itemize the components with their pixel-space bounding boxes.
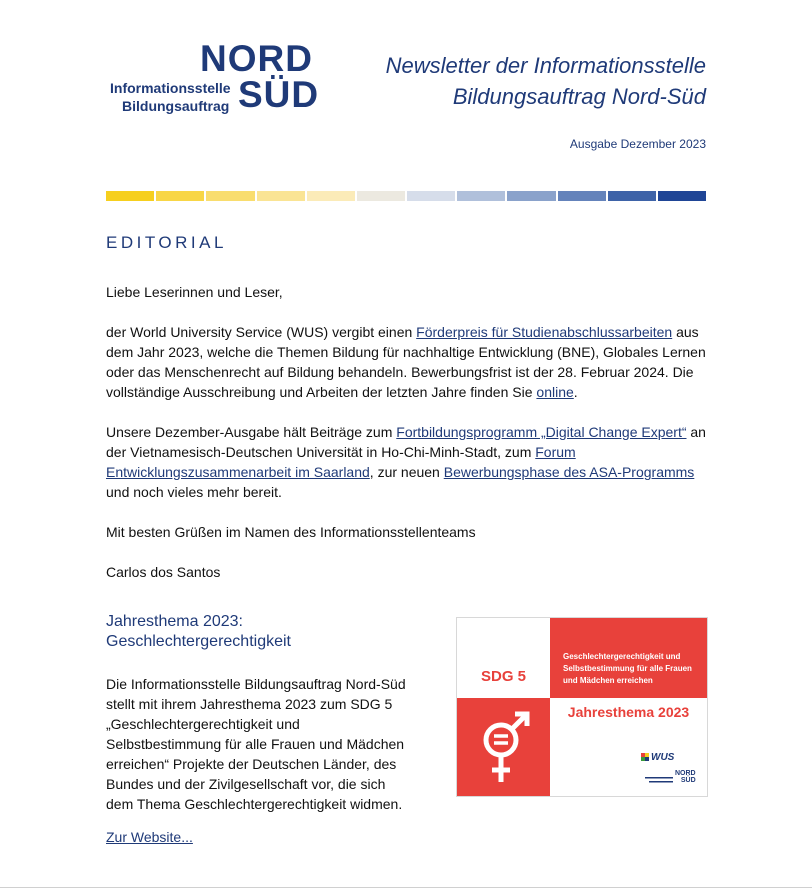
mini-logo-text-lines-icon: [645, 776, 675, 784]
p2-text-d: und noch vieles mehr bereit.: [106, 484, 282, 500]
color-bar-segment: [307, 191, 355, 201]
color-bar-segment: [457, 191, 505, 201]
gender-equality-icon: [475, 710, 535, 790]
p2-text-b: an der Vietnamesisch-Deutschen Universität in Ho-Chi-Minh-Stadt, zum: [106, 424, 706, 460]
theme-text: Die Informationsstelle Bildungsauftrag Nord-Süd stellt mit ihrem Jahresthema 2023 zum SDG 5 „Geschlechtergerechtigkeit und Selbstbestimmung für alle Frauen und Mädchen erreichen“ Projekte der Deutschen Länder, des Bundes und der Zivilgesellschaft vor, die sich dem Thema Geschlechtergerechtigkeit widmen.: [106, 676, 406, 812]
foerderpreis-link[interactable]: Förderpreis für Studienabschlussarbeiten: [416, 324, 673, 340]
logo-sud: SÜD: [238, 74, 320, 115]
p1-text-b: aus dem Jahr 2023, welche die Themen Bildung für nachhaltige Entwicklung (BNE), Globales Lernen oder das Menschenrecht auf Bildung behandeln. Bewerbungsfrist ist der 28. Februar 2024. Die vollständige Ausschreibung und Arbeiten der letzten Jahre finden Sie: [106, 324, 706, 400]
closing: Mit besten Grüßen im Namen des Informationsstellenteams: [106, 524, 476, 540]
mini-logo-bottom: SÜD: [680, 777, 696, 784]
logo: [108, 40, 328, 116]
mini-nordsud-logo: [675, 770, 696, 784]
paragraph-2: [106, 422, 710, 502]
newsletter-title: [386, 50, 706, 112]
theme-heading-line1: Jahresthema 2023:: [106, 613, 243, 630]
sdg-year-title: Jahresthema 2023: [567, 704, 690, 720]
fortbildungsprogramm-link[interactable]: Fortbildungsprogramm „Digital Change Expert“: [396, 424, 687, 440]
p1-text-a: der World University Service (WUS) vergibt einen: [106, 324, 417, 340]
signature: Carlos dos Santos: [106, 564, 221, 580]
wus-logo: WUS: [651, 752, 675, 763]
color-bar-segment: [658, 191, 706, 201]
logo-line2: Bildungsauftrag: [122, 98, 230, 114]
wus-logo-mark-icon: [641, 753, 649, 761]
greeting: Liebe Leserinnen und Leser,: [106, 284, 283, 300]
color-bar-segment: [558, 191, 606, 201]
p1-text-c: .: [573, 384, 578, 400]
issue-date: Ausgabe Dezember 2023: [569, 137, 706, 151]
color-bar-segment: [608, 191, 656, 201]
editorial-heading: EDITORIAL: [106, 233, 227, 252]
theme-heading: [106, 612, 406, 652]
p2-text-c: , zur neuen: [369, 464, 444, 480]
website-link[interactable]: Zur Website...: [106, 829, 193, 845]
newsletter-title-line2: Bildungsauftrag Nord-Süd: [452, 84, 706, 109]
sdg5-banner-image[interactable]: [456, 617, 708, 797]
forum-saarland-link[interactable]: Forum Entwicklungszusammenarbeit im Saarland: [106, 444, 576, 480]
color-bar-segment: [407, 191, 455, 201]
paragraph-1: [106, 322, 710, 402]
color-bar-segment: [507, 191, 555, 201]
mini-logo-top: NORD: [675, 770, 696, 777]
online-link[interactable]: online: [536, 384, 574, 400]
color-bar-segment: [357, 191, 405, 201]
sdg-subtitle: Geschlechtergerechtigkeit und Selbstbestimmung für alle Frauen und Mädchen erreichen: [563, 652, 692, 685]
color-bar-segment: [106, 191, 154, 201]
p2-text-a: Unsere Dezember-Ausgabe hält Beiträge zum: [106, 424, 397, 440]
theme-heading-line2: Geschlechtergerechtigkeit: [106, 633, 291, 650]
footer-divider: [0, 887, 812, 888]
logo-line1: Informationsstelle: [110, 80, 231, 96]
color-bar-segment: [206, 191, 254, 201]
color-bar-segment: [257, 191, 305, 201]
logo-nord: NORD: [200, 38, 313, 79]
editorial-body: [106, 282, 710, 602]
sdg-white-block-top: [457, 618, 550, 698]
sdg-label: SDG 5: [480, 668, 526, 685]
newsletter-title-line1: Newsletter der Informationsstelle: [385, 53, 706, 78]
asa-programm-link[interactable]: Bewerbungsphase des ASA-Programms: [443, 464, 695, 480]
color-bar-segment: [156, 191, 204, 201]
color-gradient-bar: [106, 191, 706, 201]
